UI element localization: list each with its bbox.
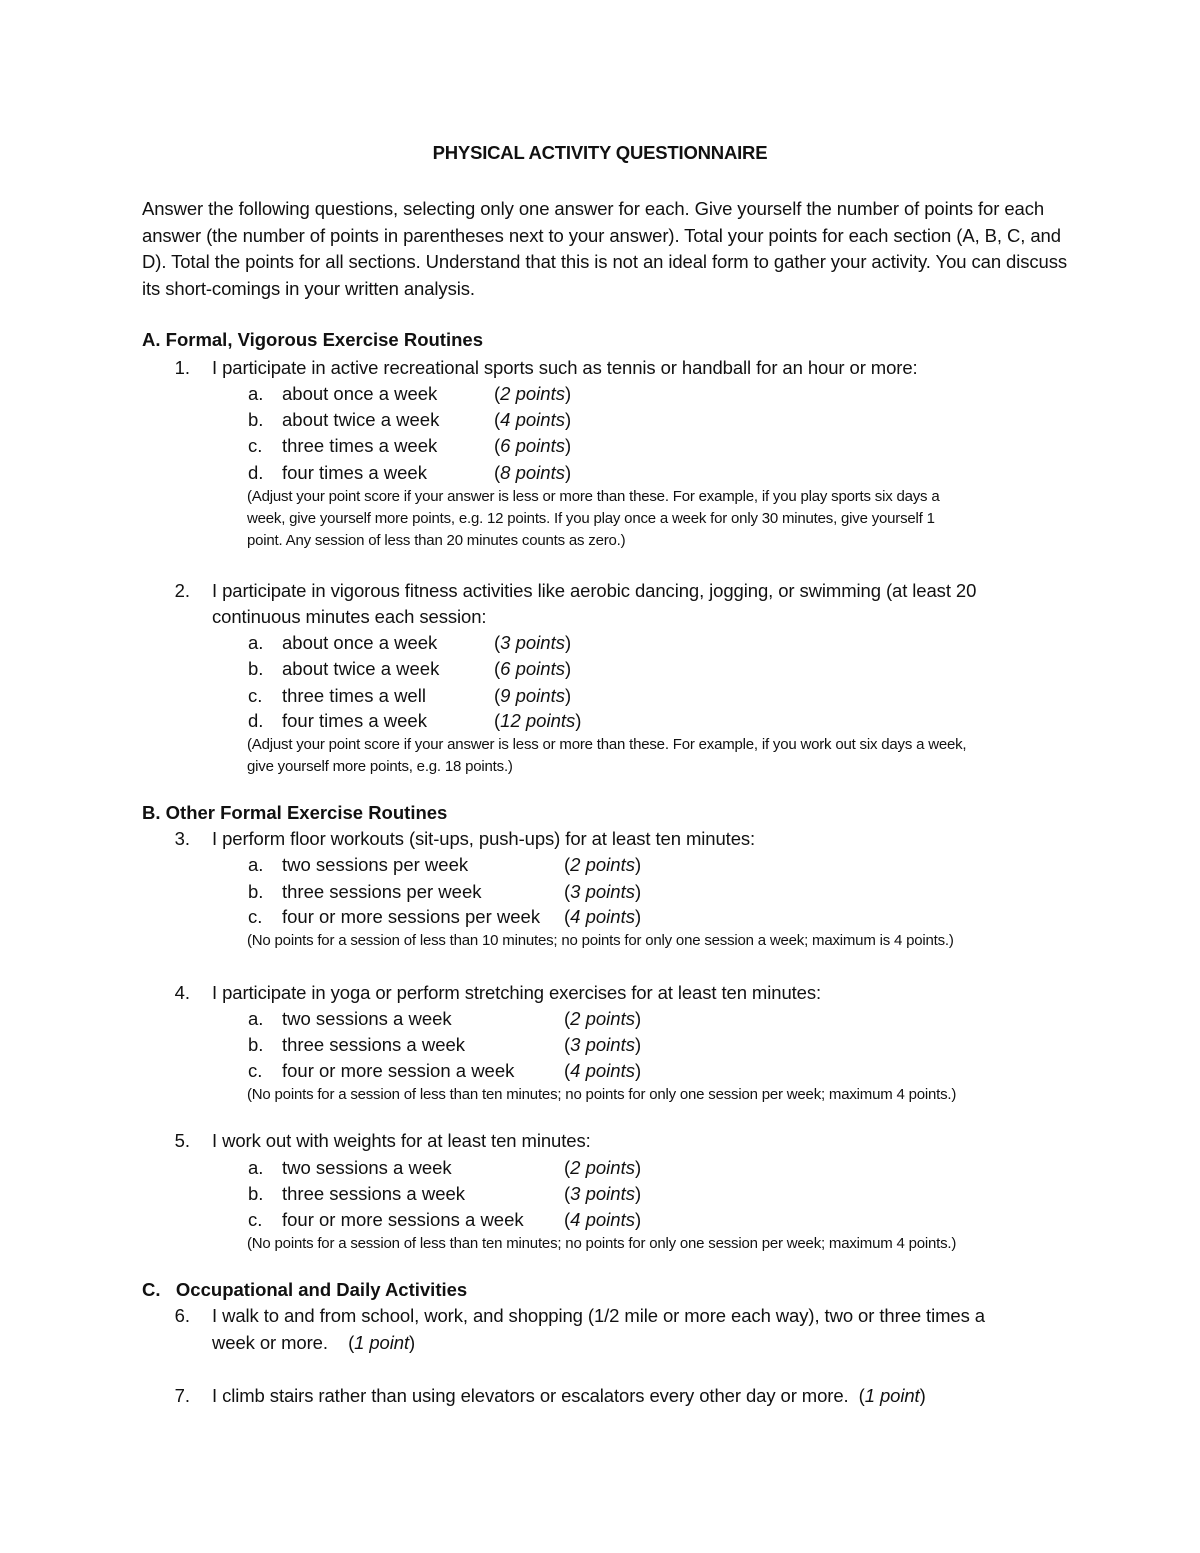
question-1-number: 1. (174, 357, 190, 378)
q1-option-d-text: four times a week (282, 462, 427, 483)
question-6-text-line-1: I walk to and from school, work, and shopping (1/2 mile or more each way), two or three times a (212, 1305, 985, 1326)
q1-note-line-1: (Adjust your point score if your answer is less or more than these. For example, if you play sports six days a (247, 488, 940, 505)
q2-option-a-letter: a. (248, 632, 264, 653)
section-b-heading: B. Other Formal Exercise Routines (142, 802, 448, 823)
question-2-text-line-1: I participate in vigorous fitness activities like aerobic dancing, jogging, or swimming (at least 20 (212, 580, 977, 601)
question-2-text-line-2: continuous minutes each session: (212, 606, 487, 627)
q4-option-c-text: four or more session a week (282, 1060, 515, 1081)
q3-option-a-points: (2 points) (564, 854, 642, 875)
q1-note-line-2: week, give yourself more points, e.g. 12 points. If you play once a week for only 30 minutes, give yourself 1 (247, 510, 935, 527)
q2-option-b-letter: b. (248, 658, 264, 679)
q1-note-line-3: point. Any session of less than 20 minutes counts as zero.) (247, 532, 626, 549)
question-6-text-line-2: week or more. (1 point) (212, 1332, 416, 1353)
q1-option-c-text: three times a week (282, 435, 438, 456)
question-1-text: I participate in active recreational sports such as tennis or handball for an hour or more: (212, 357, 918, 378)
q1-option-c-points: (6 points) (494, 435, 572, 456)
q3-option-b-letter: b. (248, 881, 264, 902)
question-3-text: I perform floor workouts (sit-ups, push-ups) for at least ten minutes: (212, 828, 756, 849)
q3-option-a-letter: a. (248, 854, 264, 875)
question-7-number: 7. (174, 1385, 190, 1406)
q1-option-a-text: about once a week (282, 383, 438, 404)
q1-option-a-letter: a. (248, 383, 264, 404)
question-6-number: 6. (174, 1305, 190, 1326)
q2-note-line-1: (Adjust your point score if your answer is less or more than these. For example, if you work out six days a week, (247, 736, 967, 753)
q2-option-b-text: about twice a week (282, 658, 440, 679)
q4-option-a-text: two sessions a week (282, 1008, 452, 1029)
q2-option-a-points: (3 points) (494, 632, 572, 653)
question-3-number: 3. (174, 828, 190, 849)
q4-option-a-points: (2 points) (564, 1008, 642, 1029)
q2-option-d-letter: d. (248, 710, 264, 731)
q3-option-b-text: three sessions per week (282, 881, 482, 902)
intro-paragraph: Answer the following questions, selecting only one answer for each. Give yourself the number of points for each answer (the number of points in parentheses next to your answer). Total your points for each section (A, B, C, and D). Total the points for all sections. Understand that this is not an ideal form to gather your activity. You can discuss its short-comings in your written analysis. (142, 198, 1068, 299)
question-5-text: I work out with weights for at least ten minutes: (212, 1130, 591, 1151)
q5-option-b-text: three sessions a week (282, 1183, 466, 1204)
q2-option-c-text: three times a well (282, 685, 426, 706)
q5-option-a-points: (2 points) (564, 1157, 642, 1178)
q1-option-b-points: (4 points) (494, 409, 572, 430)
q5-note: (No points for a session of less than ten minutes; no points for only one session per week; maximum 4 points.) (247, 1235, 957, 1252)
question-7-text: I climb stairs rather than using elevators or escalators every other day or more. (1 point) (212, 1385, 926, 1406)
q3-option-c-points: (4 points) (564, 906, 642, 927)
question-4-number: 4. (174, 982, 190, 1003)
q2-option-d-points: (12 points) (494, 710, 582, 731)
question-5-number: 5. (174, 1130, 190, 1151)
section-c-heading: C. Occupational and Daily Activities (142, 1279, 468, 1300)
q1-option-d-letter: d. (248, 462, 264, 483)
q5-option-b-points: (3 points) (564, 1183, 642, 1204)
q5-option-c-letter: c. (248, 1209, 263, 1230)
q3-option-c-letter: c. (248, 906, 263, 927)
q2-option-c-letter: c. (248, 685, 263, 706)
q1-option-b-text: about twice a week (282, 409, 440, 430)
q4-option-b-text: three sessions a week (282, 1034, 466, 1055)
q3-option-b-points: (3 points) (564, 881, 642, 902)
q1-option-d-points: (8 points) (494, 462, 572, 483)
q2-option-d-text: four times a week (282, 710, 427, 731)
question-4-text: I participate in yoga or perform stretching exercises for at least ten minutes: (212, 982, 822, 1003)
q4-option-b-points: (3 points) (564, 1034, 642, 1055)
q4-option-b-letter: b. (248, 1034, 264, 1055)
q5-option-c-text: four or more sessions a week (282, 1209, 524, 1230)
q4-note: (No points for a session of less than ten minutes; no points for only one session per week; maximum 4 points.) (247, 1086, 957, 1103)
q4-option-c-points: (4 points) (564, 1060, 642, 1081)
q5-option-a-letter: a. (248, 1157, 264, 1178)
q4-option-c-letter: c. (248, 1060, 263, 1081)
q2-option-b-points: (6 points) (494, 658, 572, 679)
q5-option-a-text: two sessions a week (282, 1157, 452, 1178)
q2-option-c-points: (9 points) (494, 685, 572, 706)
q4-option-a-letter: a. (248, 1008, 264, 1029)
q5-option-b-letter: b. (248, 1183, 264, 1204)
q3-option-a-text: two sessions per week (282, 854, 469, 875)
question-2-number: 2. (174, 580, 190, 601)
q5-option-c-points: (4 points) (564, 1209, 642, 1230)
page-title: PHYSICAL ACTIVITY QUESTIONNAIRE (432, 142, 768, 163)
q1-option-b-letter: b. (248, 409, 264, 430)
q3-note: (No points for a session of less than 10 minutes; no points for only one session a week; maximum is 4 points.) (247, 932, 954, 949)
q3-option-c-text: four or more sessions per week (282, 906, 541, 927)
q1-option-a-points: (2 points) (494, 383, 572, 404)
q2-option-a-text: about once a week (282, 632, 438, 653)
q1-option-c-letter: c. (248, 435, 263, 456)
section-a-heading: A. Formal, Vigorous Exercise Routines (142, 329, 483, 350)
q2-note-line-2: give yourself more points, e.g. 18 points.) (247, 758, 513, 775)
